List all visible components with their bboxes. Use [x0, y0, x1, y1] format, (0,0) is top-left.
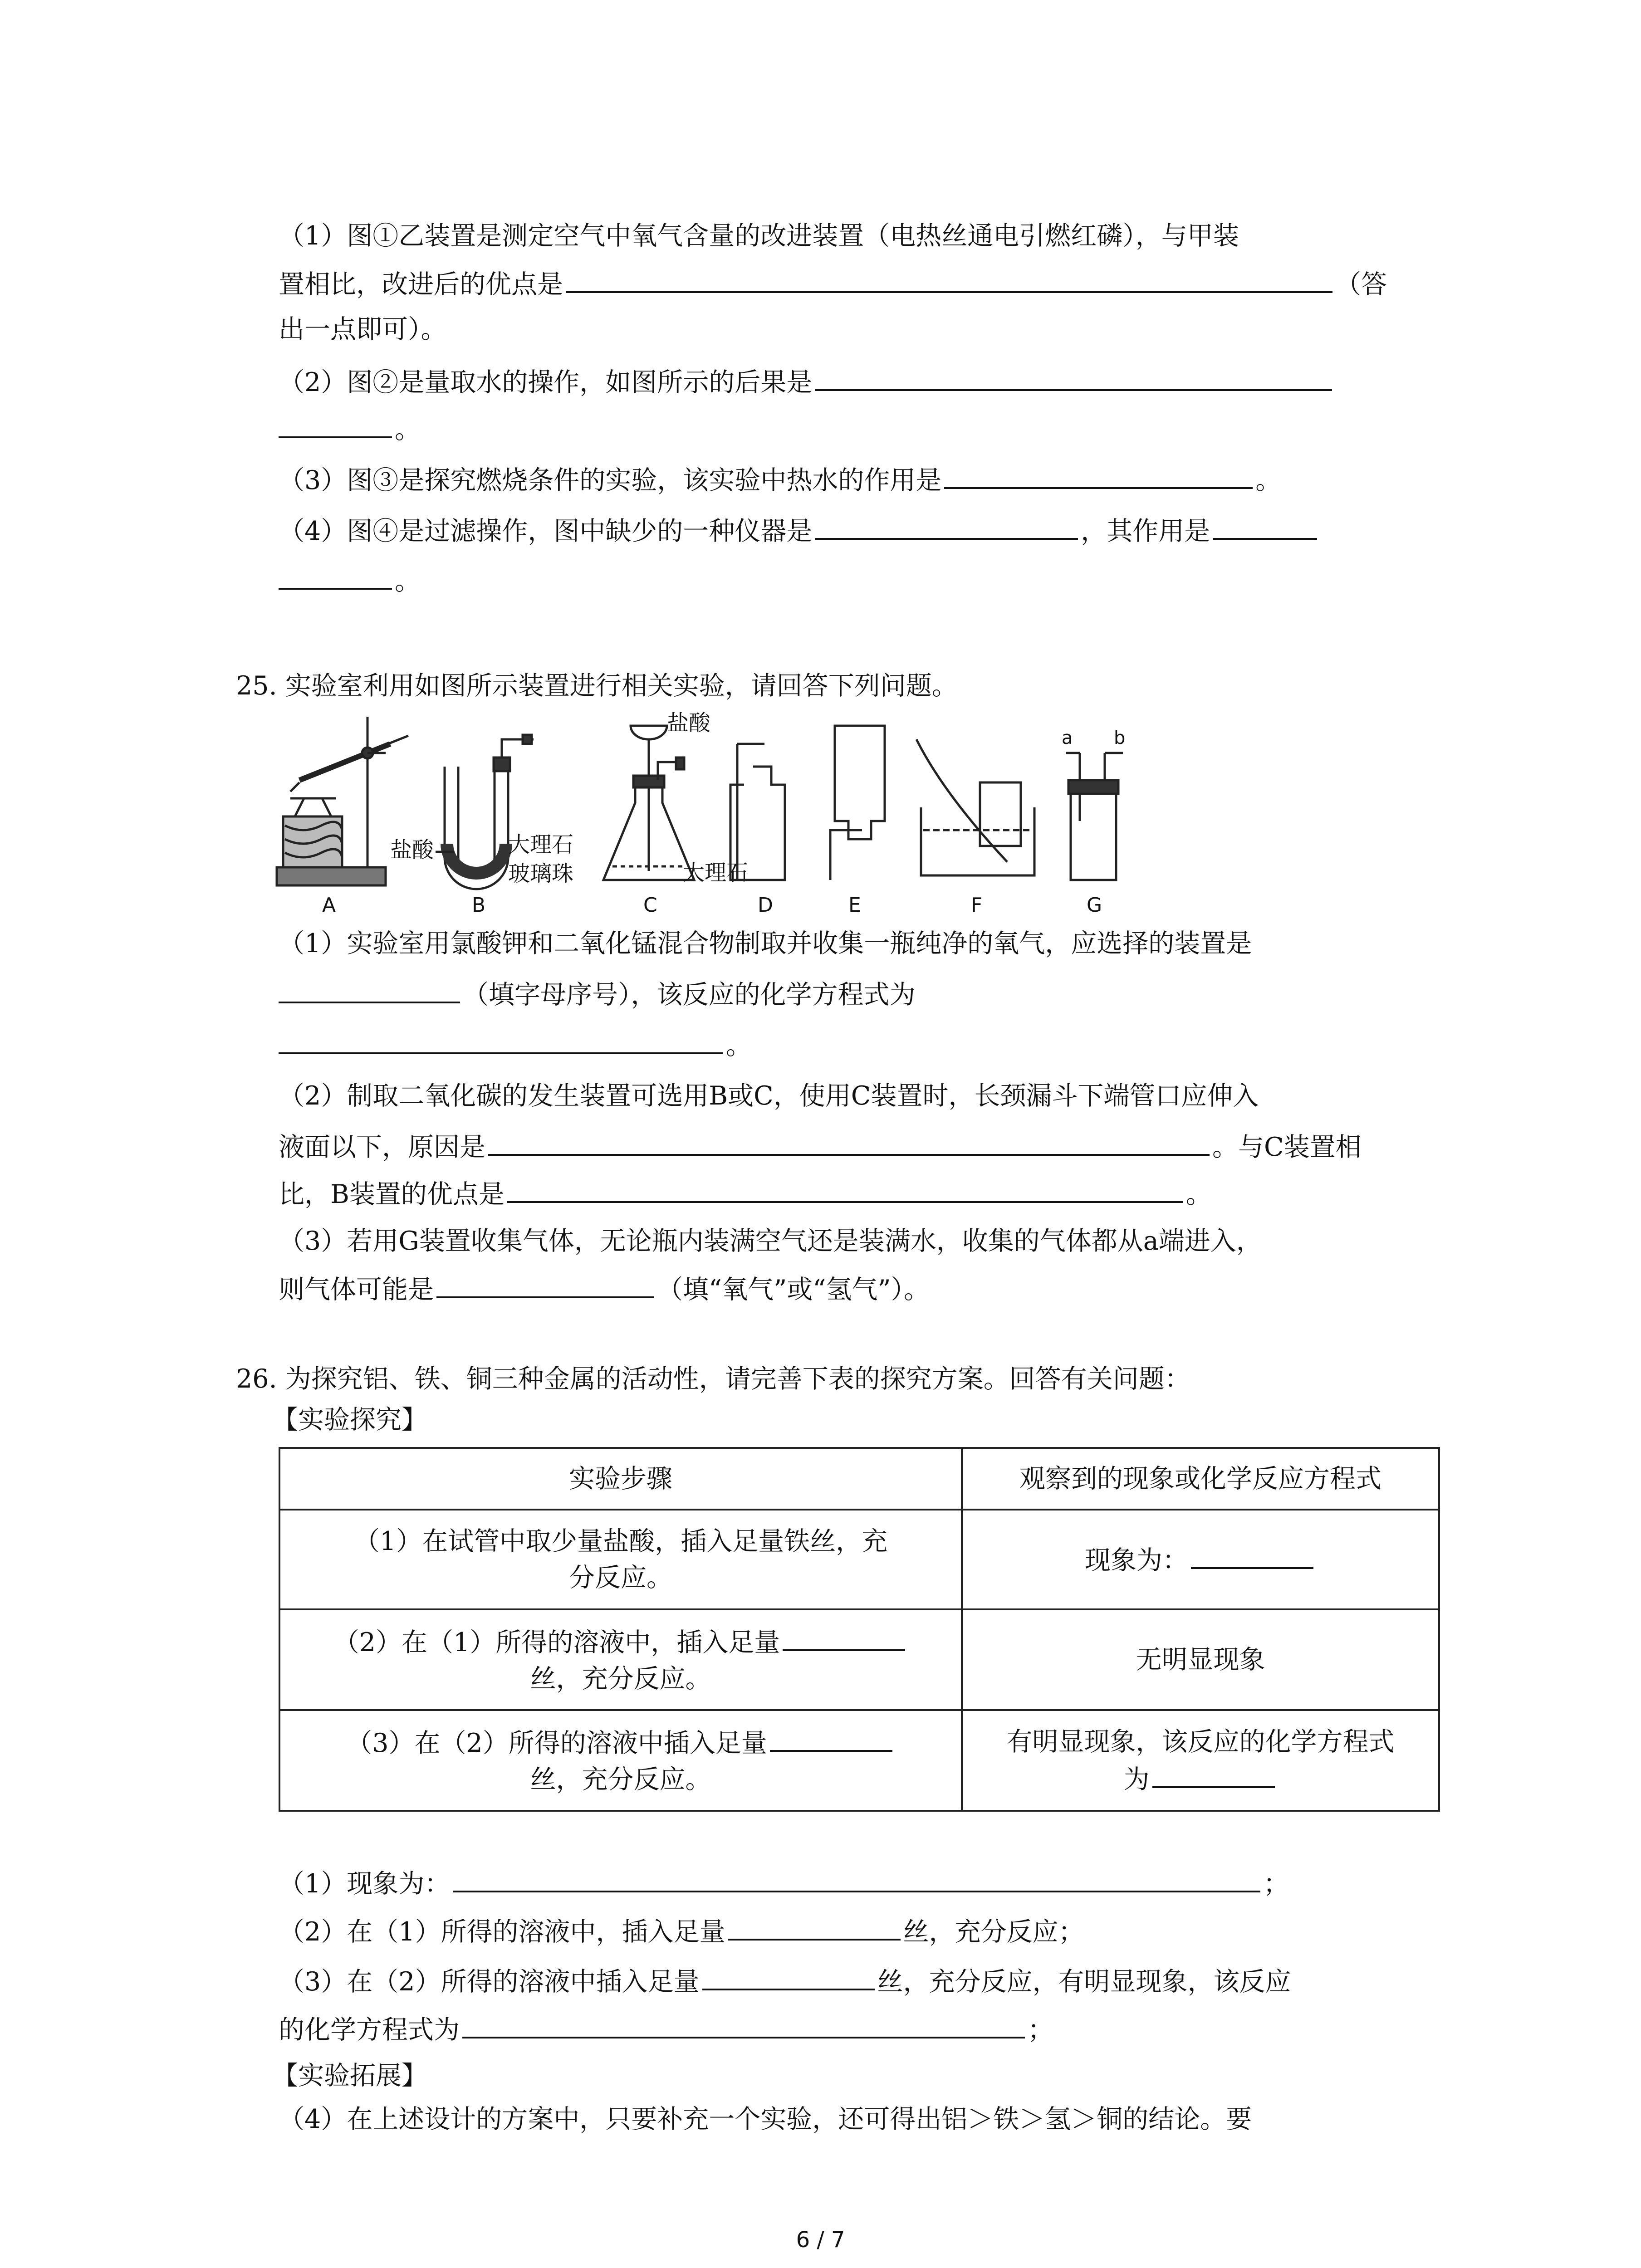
- label-a: A: [322, 894, 336, 917]
- q25-title: 25. 实验室利用如图所示装置进行相关实验，请回答下列问题。: [236, 671, 958, 701]
- q24-line-6: （3）图③是探究燃烧条件的实验，该实验中热水的作用是 。: [279, 461, 1281, 499]
- apparatus-d: [730, 744, 785, 880]
- q26-answer-5: （4）在上述设计的方案中，只要补充一个实验，还可得出铝＞铁＞氢＞铜的结论。要: [279, 2104, 1252, 2134]
- answer-blank[interactable]: [728, 1912, 901, 1941]
- q24-line-4: （2）图②是量取水的操作，如图所示的后果是: [279, 363, 1335, 401]
- label-f: F: [971, 894, 983, 917]
- experiment-table: [279, 1447, 1440, 1812]
- answer-blank[interactable]: [783, 1623, 905, 1651]
- table-row: [279, 1710, 1439, 1811]
- answer-blank[interactable]: [462, 2010, 1025, 2038]
- answer-blank[interactable]: [1191, 1541, 1313, 1569]
- label-b-dalishi: 大理石: [508, 832, 574, 857]
- label-port-b: b: [1114, 728, 1126, 748]
- q24-line-2: 置相比，改进后的优点是 （答: [279, 265, 1387, 303]
- answer-blank[interactable]: [279, 562, 392, 590]
- q25-p1-line1: （1）实验室用氯酸钾和二氧化锰混合物制取并收集一瓶纯净的氧气，应选择的装置是: [279, 929, 1252, 958]
- page-number: 6 / 7: [796, 2227, 845, 2253]
- section-experiment: 【实验探究】: [272, 1405, 427, 1435]
- q25-p1-line2: （填字母序号），该反应的化学方程式为: [279, 975, 916, 1013]
- apparatus-e: [830, 726, 885, 880]
- apparatus-figure: [272, 708, 1143, 925]
- answer-blank[interactable]: [279, 410, 392, 438]
- answer-blank[interactable]: [770, 1724, 892, 1752]
- step-2: （2）在（1）所得的溶液中，插入足量 丝，充分反应。: [279, 1609, 962, 1710]
- answer-blank[interactable]: [436, 1270, 654, 1298]
- answer-blank[interactable]: [453, 1864, 1260, 1892]
- label-b: B: [472, 894, 486, 917]
- label-c: C: [643, 894, 657, 917]
- q25-p3-line2: 则气体可能是 （填“氧气”或“氢气”）。: [279, 1270, 930, 1308]
- label-b-yansuan: 盐酸: [390, 837, 434, 863]
- q25-p2-line1: （2）制取二氧化碳的发生装置可选用B或C，使用C装置时，长颈漏斗下端管口应伸入: [279, 1081, 1259, 1111]
- q24-line-5: 。: [279, 410, 421, 448]
- apparatus-g: [1062, 728, 1125, 880]
- q24-line-1: （1）图①乙装置是测定空气中氧气含量的改进装置（电热丝通电引燃红磷），与甲装: [279, 221, 1239, 251]
- answer-blank[interactable]: [566, 265, 1332, 293]
- label-g: G: [1087, 894, 1102, 917]
- result-3: 有明显现象，该反应的化学方程式 为: [962, 1710, 1439, 1811]
- apparatus-b: [390, 735, 573, 889]
- q25-p1-line3: 。: [279, 1026, 752, 1064]
- result-1: 现象为：: [962, 1510, 1439, 1609]
- q25-p2-line2: 液面以下，原因是 。与C装置相: [279, 1128, 1362, 1165]
- result-2: 无明显现象: [962, 1609, 1439, 1710]
- header-phenomena: 观察到的现象或化学反应方程式: [962, 1448, 1439, 1510]
- table-header-row: [279, 1448, 1439, 1510]
- answer-blank[interactable]: [1152, 1760, 1275, 1788]
- q26-title: 26. 为探究铝、铁、铜三种金属的活动性，请完善下表的探究方案。回答有关问题：: [236, 1364, 1190, 1394]
- apparatus-a: [277, 717, 408, 885]
- step-3: （3）在（2）所得的溶液中插入足量 丝，充分反应。: [279, 1710, 962, 1811]
- q25-p3-line1: （3）若用G装置收集气体，无论瓶内装满空气还是装满水，收集的气体都从a端进入，: [279, 1226, 1262, 1256]
- answer-blank[interactable]: [488, 1128, 1210, 1156]
- answer-blank[interactable]: [1213, 512, 1317, 540]
- step-1: （1）在试管中取少量盐酸，插入足量铁丝，充 分反应。: [279, 1510, 962, 1609]
- section-extension: 【实验拓展】: [272, 2061, 427, 2091]
- label-c-dalishi: 大理石: [683, 860, 749, 885]
- label-e: E: [848, 894, 861, 917]
- label-b-boli: 玻璃珠: [508, 861, 574, 886]
- apparatus-c: [603, 710, 748, 885]
- q26-answer-4: 的化学方程式为 ；: [279, 2010, 1053, 2048]
- q24-line-8: 。: [279, 562, 421, 599]
- answer-blank[interactable]: [702, 1962, 875, 1990]
- answer-blank[interactable]: [815, 363, 1332, 391]
- header-steps: 实验步骤: [279, 1448, 962, 1510]
- q24-line-3: 出一点即可）。: [279, 314, 447, 344]
- q24-line-7: （4）图④是过滤操作，图中缺少的一种仪器是 ，其作用是: [279, 512, 1320, 549]
- q26-answer-2: （2）在（1）所得的溶液中，插入足量 丝，充分反应；: [279, 1912, 1084, 1950]
- answer-blank[interactable]: [279, 1026, 723, 1054]
- apparatus-f: [916, 739, 1034, 875]
- answer-blank[interactable]: [815, 512, 1078, 540]
- answer-blank[interactable]: [279, 975, 460, 1003]
- label-port-a: a: [1062, 728, 1073, 748]
- answer-blank[interactable]: [944, 461, 1253, 489]
- label-c-yansuan: 盐酸: [667, 710, 711, 736]
- table-row: [279, 1510, 1439, 1609]
- label-d: D: [758, 894, 773, 917]
- table-row: [279, 1609, 1439, 1710]
- q26-answer-1: （1）现象为： ；: [279, 1864, 1289, 1902]
- q26-answer-3: （3）在（2）所得的溶液中插入足量 丝，充分反应，有明显现象，该反应: [279, 1962, 1291, 2000]
- answer-blank[interactable]: [507, 1175, 1183, 1203]
- q25-p2-line3: 比，B装置的优点是 。: [279, 1175, 1212, 1212]
